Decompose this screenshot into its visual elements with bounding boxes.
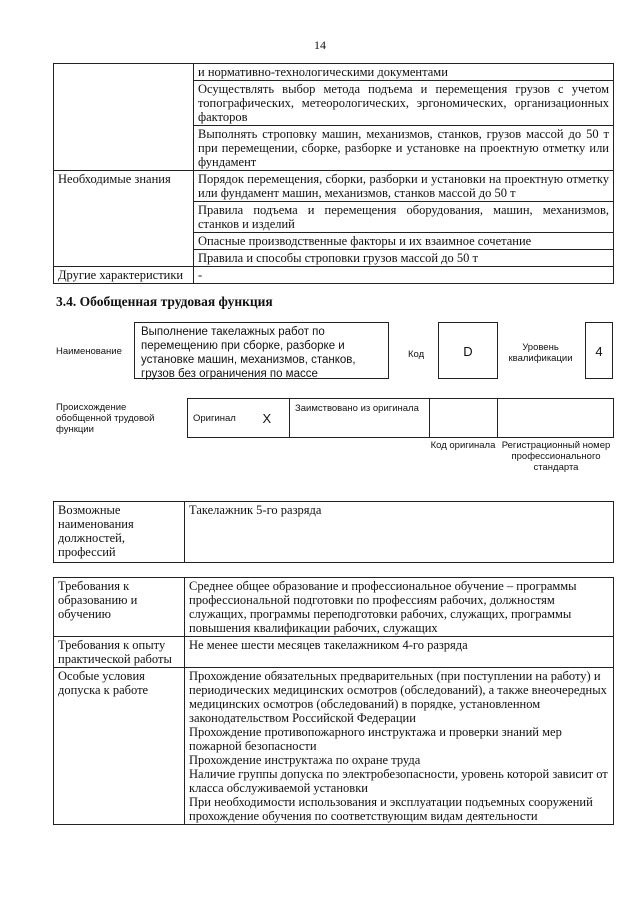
- skills-knowledge-table: [53, 63, 614, 284]
- requirements-table: [53, 577, 614, 825]
- knowledge-item: Правила подъема и перемещения оборудования, машин, механизмов, станков и изделий: [194, 202, 614, 233]
- caption-original-code: Код оригинала: [430, 440, 496, 451]
- experience-value: Не менее шести месяцев такелажником 4-го разряда: [185, 637, 614, 668]
- positions-label: Возможные наименования должностей, профессий: [54, 502, 185, 563]
- condition-item: Прохождение обязательных предварительных (при поступлении на работу) и периодических медицинских осмотров (обследований), а также внеочередных медицинских осмотров (обследований) в порядке, установленном законодательством Российской Федерации: [189, 669, 607, 725]
- caption-registration-number: Регистрационный номер профессионального стандарта: [501, 440, 611, 473]
- original-code-cell: [430, 399, 498, 438]
- special-conditions-label: Особые условия допуска к работе: [54, 668, 185, 825]
- registration-number-cell: [498, 399, 614, 438]
- condition-item: Прохождение инструктажа по охране труда: [189, 753, 421, 767]
- name-value: Выполнение такелажных работ по перемещению при сборке, разборке и установке машин, механизмов, станков, грузов без ограничения по массе: [134, 322, 389, 379]
- other-item: -: [194, 267, 614, 284]
- row-label-empty: [54, 64, 194, 171]
- skill-item: Осуществлять выбор метода подъема и перемещения грузов с учетом топографических, метеорологических, эргономических, организационных факторов: [194, 81, 614, 126]
- education-label: Требования к образованию и обучению: [54, 578, 185, 637]
- knowledge-item: Правила и способы строповки грузов массой до 50 т: [194, 250, 614, 267]
- special-conditions-value: [185, 668, 614, 825]
- row-label-knowledge: Необходимые знания: [54, 171, 194, 267]
- positions-value: Такелажник 5-го разряда: [185, 502, 614, 563]
- condition-item: При необходимости использования и эксплуатации подъемных сооружений прохождение обучения по соответствующим видам деятельности: [189, 795, 593, 823]
- level-label: Уровень квалификации: [508, 342, 573, 364]
- page-number: 14: [314, 38, 326, 52]
- skill-item: Выполнять строповку машин, механизмов, станков, грузов массой до 50 т при перемещении, сборке, разборке и установке на проектную отметку или фундамент: [194, 126, 614, 171]
- original-label: Оригинал: [188, 399, 258, 438]
- row-label-other: Другие характеристики: [54, 267, 194, 284]
- condition-item: Наличие группы допуска по электробезопасности, уровень которой зависит от класса обслуживаемой установки: [189, 767, 608, 795]
- knowledge-item: Опасные производственные факторы и их взаимное сочетание: [194, 233, 614, 250]
- education-value: Среднее общее образование и профессиональное обучение – программы профессиональной подготовки по профессиям рабочих, должностям служащих, программы переподготовки рабочих, служащих, программы повышения квалификации рабочих, служащих: [185, 578, 614, 637]
- level-value: 4: [585, 322, 613, 379]
- origin-table: [187, 398, 614, 438]
- skill-item: и нормативно-технологическими документами: [194, 64, 614, 81]
- code-value: D: [438, 322, 498, 379]
- section-title: 3.4. Обобщенная трудовая функция: [56, 294, 273, 309]
- name-label: Наименование: [56, 346, 122, 357]
- knowledge-item: Порядок перемещения, сборки, разборки и установки на проектную отметку или фундамент машин, механизмов, станков массой до 50 т: [194, 171, 614, 202]
- experience-label: Требования к опыту практической работы: [54, 637, 185, 668]
- borrowed-label: Заимствовано из оригинала: [290, 399, 430, 438]
- code-label: Код: [408, 349, 425, 360]
- condition-item: Прохождение противопожарного инструктажа и проверки знаний мер пожарной безопасности: [189, 725, 562, 753]
- original-mark: X: [258, 399, 290, 438]
- positions-table: [53, 501, 614, 563]
- origin-label: Происхождение обобщенной трудовой функции: [56, 402, 155, 435]
